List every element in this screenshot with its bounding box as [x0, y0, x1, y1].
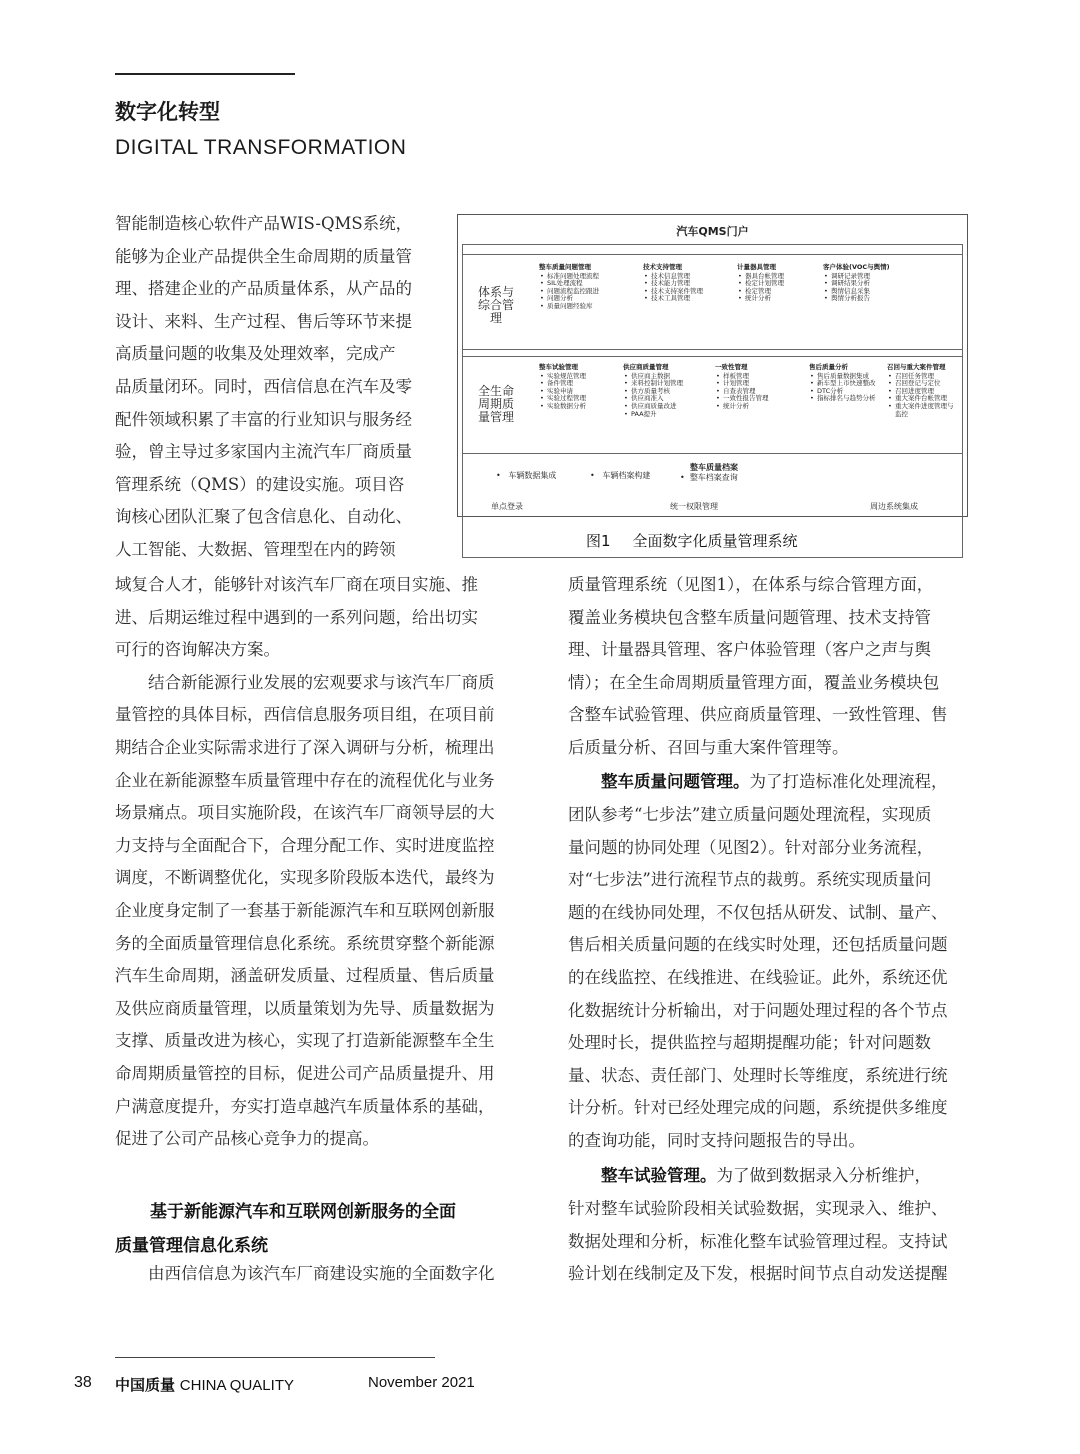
paragraph-first: 为了做到数据录入分析维护，: [716, 1166, 931, 1185]
body-line: 的在线监控、在线推进、在线验证。此外，系统还优: [568, 968, 948, 987]
section-title-en: DIGITAL TRANSFORMATION: [115, 136, 407, 159]
publication-name-zh: 中国质量: [115, 1376, 176, 1394]
section-heading: 基于新能源汽车和互联网创新服务的全面: [150, 1202, 456, 1222]
body-line: 高质量问题的收集及处理效率，完成产: [115, 344, 396, 364]
body-line: 命周期质量管控的目标，促进公司产品质量提升、用: [115, 1064, 495, 1083]
figure-module-items: [715, 373, 789, 411]
figure-caption-number: 图1: [586, 532, 611, 550]
figure-module-item: • 统计分析: [745, 295, 811, 303]
body-line: 询核心团队汇聚了包含信息化、自动化、: [115, 507, 412, 527]
figure-module-title: 计量器具管理: [737, 263, 776, 271]
figure-module-item: • 新车型上市快速整改: [817, 380, 883, 388]
issue-date: November 2021: [368, 1374, 475, 1391]
figure-module-title: 整车试验管理: [539, 363, 578, 371]
body-line: 汽车生命周期，涵盖研发质量、过程质量、售后质量: [115, 966, 495, 986]
body-line: 企业在新能源整车质量管理中存在的流程优化与业务: [115, 770, 495, 790]
figure-module-title: 售后质量分析: [809, 363, 848, 371]
figure-module-item: • PAA提升: [631, 411, 697, 419]
body-line: 期结合企业实际需求进行了深入调研与分析，梳理出: [115, 738, 495, 757]
figure-integration: 周边系统集成: [870, 502, 918, 511]
footer-rule: [115, 1357, 435, 1358]
figure-caption: [586, 530, 798, 551]
figure-portal-title: 汽车QMS门户: [676, 225, 749, 238]
figure-module-item: • 技术支持案件管理: [651, 288, 717, 296]
figure-caption-text: 全面数字化质量管理系统: [632, 532, 798, 550]
figure-module-item: • 计划管理: [723, 380, 789, 388]
figure-module-item: • 问题分析: [547, 295, 613, 303]
figure-module: [809, 364, 883, 403]
body-line: 由西信信息为该汽车厂商建设实施的全面数字化: [115, 1264, 495, 1283]
figure-module-item: • 检定管理: [745, 288, 811, 296]
figure-module-item: • 自查表管理: [723, 388, 789, 396]
body-line: 力支持与全面配合下，合理分配工作、实时进度监控: [115, 835, 495, 855]
figure-module-item: • SIL处理流程: [547, 280, 613, 288]
body-line: 理、搭建企业的产品质量体系，从产品的: [115, 279, 412, 299]
figure-module-item: • 售后质量数据集成: [817, 373, 883, 381]
figure-module-item: • 技术信息管理: [651, 273, 717, 281]
body-line: 管理系统（QMS）的建设实施。项目咨: [115, 474, 405, 494]
figure-module-items: [623, 373, 697, 419]
figure-module: [643, 264, 717, 303]
figure-module-items: [809, 373, 883, 403]
body-line: 人工智能、大数据、管理型在内的跨领: [115, 540, 396, 559]
figure-module-item: • 召回登记与定位: [895, 380, 957, 388]
body-line: 进、后期运维过程中遇到的一系列问题，给出切实: [115, 607, 478, 627]
body-line: 量、状态、责任部门、处理时长等维度，系统进行统: [568, 1065, 948, 1085]
figure-module: [715, 364, 789, 411]
publication-name-en: CHINA QUALITY: [179, 1377, 294, 1394]
body-line-lead: [568, 1166, 931, 1186]
body-line: 理、计量器具管理、客户体验管理（客户之声与舆: [568, 640, 931, 660]
body-line: 企业度身定制了一套基于新能源汽车和互联网创新服: [115, 901, 495, 920]
figure-row-lifecycle-box: [462, 356, 963, 454]
figure-vehicle-data: • 车辆数据集成: [496, 471, 557, 480]
figure-archive-query: • 整车档案查询: [680, 473, 738, 482]
body-line: 后质量分析、召回与重大案件管理等。: [568, 738, 849, 757]
paragraph-first: 为了打造标准化处理流程，: [749, 772, 948, 791]
body-line: 场景痛点。项目实施阶段，在该汽车厂商领导层的大: [115, 803, 495, 823]
body-line: 量管控的具体目标，西信信息服务项目组，在项目前: [115, 705, 495, 725]
body-line: 的查询功能，同时支持问题报告的导出。: [568, 1131, 865, 1150]
figure-archive-title: 整车质量档案: [690, 463, 738, 472]
figure-module-item: • 实验规范管理: [547, 373, 613, 381]
body-line: 设计、来料、生产过程、售后等环节来提: [115, 311, 412, 331]
body-line: 情）；在全生命周期质量管理方面，覆盖业务模块包: [568, 672, 940, 692]
figure-sso: 单点登录: [491, 502, 523, 511]
publication-name: [115, 1374, 294, 1395]
figure-module: [539, 264, 613, 311]
body-line: 化数据统计分析输出，对于问题处理过程的各个节点: [568, 1000, 948, 1020]
body-line: 能够为企业产品提供全生命周期的质量管: [115, 246, 412, 266]
figure-auth: 统一权限管理: [670, 502, 718, 511]
section-title-zh: 数字化转型: [115, 100, 220, 124]
body-line: 务的全面质量管理信息化系统。系统贯穿整个新能源: [115, 933, 495, 953]
figure-module-item: • 供方质量考核: [631, 388, 697, 396]
top-rule: [115, 73, 295, 75]
figure-module-title: 客户体验(VOC与舆情): [823, 263, 890, 271]
body-line: 覆盖业务模块包含整车质量问题管理、技术支持管: [568, 607, 931, 627]
figure-module-item: • 召回进度管理: [895, 388, 957, 396]
figure-row-system-box: [462, 254, 963, 350]
figure-module-item: • 样板管理: [723, 373, 789, 381]
figure-module-item: • 来料控制计划管理: [631, 380, 697, 388]
figure-module-item: • 问题流程监控跟进: [547, 288, 613, 296]
figure-module-items: [539, 273, 613, 311]
body-line: 可行的咨询解决方案。: [115, 640, 280, 660]
body-line: 对“七步法”进行流程节点的裁剪。系统实现质量问: [568, 870, 932, 890]
body-line: 配件领域积累了丰富的行业知识与服务经: [115, 409, 412, 429]
body-line: 数据处理和分析，标准化整车试验管理过程。支持试: [568, 1231, 948, 1251]
figure-module-title: 整车质量问题管理: [539, 263, 591, 271]
body-line-lead: [568, 772, 948, 792]
figure-module-item: • DTC分析: [817, 388, 883, 396]
figure-module-item: • 调研记录管理: [831, 273, 893, 281]
body-line: 量问题的协同处理（见图2）。针对部分业务流程，: [568, 837, 934, 857]
figure-module-item: • 实验申请: [547, 388, 613, 396]
figure-module-item: • 供应商准入: [631, 395, 697, 403]
figure-module-title: 供应商质量管理: [623, 363, 669, 371]
body-line: 验，曾主导过多家国内主流汽车厂商质量: [115, 442, 412, 462]
figure-module-item: • 调研结果分析: [831, 280, 893, 288]
body-line: 域复合人才，能够针对该汽车厂商在项目实施、推: [115, 575, 478, 594]
figure-module-item: • 备件管理: [547, 380, 613, 388]
figure-module: [887, 364, 957, 418]
figure-row-lifecycle-label: 全生命 周期质 量管理: [477, 384, 514, 424]
body-line: 题的在线协同处理，不仅包括从研发、试制、量产、: [568, 902, 948, 922]
figure-module: [823, 264, 893, 303]
section-heading: 质量管理信息化系统: [115, 1236, 268, 1256]
figure-module-item: • 技术工具管理: [651, 295, 717, 303]
body-line: 户满意度提升，夯实打造卓越汽车质量体系的基础，: [115, 1096, 495, 1116]
figure-module-item: • 指标排名与趋势分析: [817, 395, 883, 403]
figure-module-item: • 实验过程管理: [547, 395, 613, 403]
figure-module-item: • 实验数据分析: [547, 403, 613, 411]
body-line: 及供应商质量管理，以质量策划为先导、质量数据为: [115, 998, 495, 1018]
figure-module-item: • 舆情分析报告: [831, 295, 893, 303]
figure-module-item: • 器具台帐管理: [745, 273, 811, 281]
body-line: 计分析。针对已经处理完成的问题，系统提供多维度: [568, 1098, 948, 1118]
body-line: 结合新能源行业发展的宏观要求与该汽车厂商质: [115, 672, 495, 692]
figure-module-item: • 标准问题处理流程: [547, 273, 613, 281]
figure-module-items: [737, 273, 811, 303]
page-number: 38: [74, 1374, 92, 1391]
figure-module-item: • 重大案件进度管理与监控: [895, 403, 957, 418]
figure-module-item: • 舆情信息采集: [831, 288, 893, 296]
figure-module-title: 召回与重大案件管理: [887, 363, 946, 371]
figure-module: [737, 264, 811, 303]
body-line: 验计划在线制定及下发，根据时间节点自动发送提醒: [568, 1264, 948, 1284]
body-line: 质量管理系统（见图1），在体系与综合管理方面，: [568, 575, 934, 594]
body-line: 团队参考“七步法”建立质量问题处理流程，实现质: [568, 805, 932, 824]
figure-module-item: • 质量问题经验库: [547, 303, 613, 311]
figure-module-title: 技术支持管理: [643, 263, 682, 271]
figure-module-item: • 技术能力管理: [651, 280, 717, 288]
figure-qms-diagram: [457, 214, 968, 517]
figure-module-items: [823, 273, 893, 303]
body-line: 支撑、质量改进为核心，实现了打造新能源整车全生: [115, 1031, 495, 1051]
figure-module-items: [887, 373, 957, 419]
body-line: 调度，不断调整优化，实现多阶段版本迭代，最终为: [115, 868, 495, 888]
body-line: 处理时长，提供监控与超期提醒功能；针对问题数: [568, 1033, 931, 1053]
body-line: 售后相关质量问题的在线实时处理，还包括质量问题: [568, 935, 948, 955]
body-line: 智能制造核心软件产品WIS-QMS系统，: [115, 214, 413, 233]
figure-module-title: 一致性管理: [715, 363, 748, 371]
figure-module: [623, 364, 697, 418]
body-line: 促进了公司产品核心竞争力的提高。: [115, 1129, 379, 1149]
figure-module-item: • 一致性报告管理: [723, 395, 789, 403]
paragraph-lead: 整车试验管理。: [601, 1166, 717, 1185]
body-line: 含整车试验管理、供应商质量管理、一致性管理、售: [568, 705, 948, 725]
figure-module-item: • 重大案件台帐管理: [895, 395, 957, 403]
figure-module: [539, 364, 613, 411]
figure-module-item: • 供应商主数据: [631, 373, 697, 381]
figure-module-item: • 供应商质量改进: [631, 403, 697, 411]
body-line: 品质量闭环。同时，西信信息在汽车及零: [115, 377, 412, 396]
figure-module-items: [539, 373, 613, 411]
body-line: 针对整车试验阶段相关试验数据，实现录入、维护、: [568, 1199, 948, 1218]
figure-row-system-label: 体系与 综合管 理: [477, 285, 514, 325]
figure-module-item: • 检定计划管理: [745, 280, 811, 288]
figure-module-item: • 统计分析: [723, 403, 789, 411]
figure-vehicle-archive-build: • 车辆档案构建: [590, 471, 651, 480]
figure-module-item: • 召回任务管理: [895, 373, 957, 381]
figure-module-items: [643, 273, 717, 303]
paragraph-lead: 整车质量问题管理。: [601, 772, 750, 791]
